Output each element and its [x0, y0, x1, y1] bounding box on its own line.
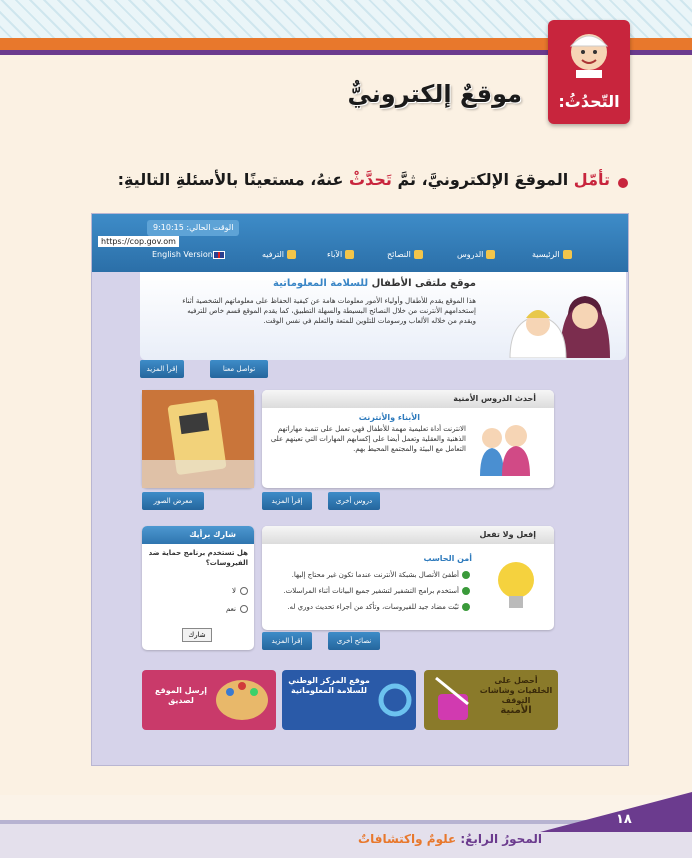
radio-yes[interactable] — [240, 605, 248, 613]
poll-question: هل تستخدم برنامج حماية ضد الفيروسات؟ — [148, 549, 248, 567]
tile-national-center-text: موقع المركز الوطني للسلامة المعلوماتية — [288, 676, 370, 695]
lesson-title-link[interactable]: الأبناء والأنترنت — [358, 413, 420, 422]
hero-title: موقع ملتقى الأطفال للسلامة المعلوماتية — [273, 278, 476, 289]
page-number: ١٨ — [616, 812, 632, 827]
url-label: https://cop.gov.om — [98, 236, 179, 247]
do-title: أمن الحاسب — [423, 554, 472, 563]
nav-tips[interactable]: النصائح — [387, 250, 423, 259]
bullet-dot — [618, 178, 628, 188]
nav-entertainment[interactable]: الترفيه — [262, 250, 296, 259]
lessons-panel-header: أحدث الدروس الأمنية — [262, 390, 554, 408]
tips-more-button[interactable]: إقرأ المزيد — [262, 632, 312, 650]
entertainment-icon — [287, 250, 296, 259]
nav-parents[interactable]: الآباء — [327, 250, 354, 259]
home-icon — [563, 250, 572, 259]
poll-option-no[interactable]: لا — [148, 586, 248, 596]
tile-national-center[interactable] — [282, 670, 416, 730]
nav-home[interactable]: الرئيسية — [532, 250, 572, 259]
clock-value: 9:10:15 — [153, 223, 184, 232]
section-label: التّحدُثُ: — [558, 92, 620, 111]
gallery-photo-icon — [142, 390, 254, 488]
gallery-panel — [142, 390, 254, 488]
radio-no[interactable] — [240, 587, 248, 595]
tile-wallpapers[interactable] — [424, 670, 558, 730]
footer-text: المحورُ الرابعُ: علومٌ واكتشافاتٌ — [358, 832, 542, 846]
lesson-text: الانترنت أداة تعليمية مهمة للأطفال فهي تعمل على تنمية مهاراتهم الذهنية والعقلية وتعمل أيضا على إكسابهم المهارات التي تعينهم على التعامل مع البيئة والمجتمع المحيط بهم. — [270, 425, 466, 453]
do-item-3: ثبّت مضاد جيد للفيروسات، وتأكد من أجراء تحديث دوري له. — [270, 602, 470, 612]
parents-icon — [345, 250, 354, 259]
tile-wallpapers-text: أحصل على الخلفيات وشاشات التوقف الأمنية — [479, 676, 553, 716]
instruction-part1: الموقعَ الإلكترونيَّ، ثمَّ — [391, 170, 574, 189]
shield-check-icon — [462, 571, 470, 579]
nav-lessons[interactable]: الدروس — [457, 250, 495, 259]
nav-english[interactable]: English Version — [152, 250, 228, 259]
lesson-title: موقعٌ إلكترونيٌّ — [347, 80, 522, 108]
shield-check-icon — [462, 603, 470, 611]
site-nav — [92, 244, 629, 270]
other-lessons-button[interactable]: دروس أخرى — [328, 492, 380, 510]
poll-option-yes[interactable]: نعم — [148, 604, 248, 614]
other-tips-button[interactable]: نصائح أخرى — [328, 632, 380, 650]
boy-mascot-icon — [566, 28, 612, 78]
palette-icon — [212, 674, 272, 726]
poll-header: شارك برأيك — [142, 526, 254, 544]
instruction-verb: تَحدَّثْ — [349, 170, 392, 189]
clock — [147, 220, 239, 236]
kids-illustration-icon — [490, 276, 620, 358]
gallery-button[interactable]: معرض الصور — [142, 492, 204, 510]
instruction-text — [90, 170, 610, 189]
family-illustration-icon — [472, 418, 536, 476]
lessons-more-button[interactable]: إقرأ المزيد — [262, 492, 312, 510]
do-dont-header: إفعل ولا تفعل — [262, 526, 554, 544]
clock-label: الوقت الحالي: — [186, 223, 234, 232]
hero-text: هذا الموقع يقدم للأطفال وأولياء الأمور معلومات هامة عن كيفية الحفاظ على معلوماتهم الشخصية أثناء إستخدامهم الأنترنت من خلال النصائح البسيطة والسهلة التطبيق، كما يقدم الموقع قسم خاص للترفيه ويقدم من خلاله الألعاب ورسومات للتلوين للمتعة والتعلم في نفس الوقت. — [182, 297, 476, 325]
do-item-2: أستخدم برامج التشفير لتشفير جميع البيانات أثناء المراسلات. — [270, 586, 470, 596]
uk-flag-icon — [213, 251, 225, 259]
tile-send-friend-text: إرسل الموقع لصديق — [155, 686, 207, 705]
website-screenshot — [91, 213, 629, 766]
lightbulb-icon — [488, 556, 544, 618]
instruction-lead: تأمّل — [573, 170, 610, 189]
contact-button[interactable]: تواصل معنا — [210, 360, 268, 378]
center-logo-icon — [378, 678, 412, 722]
poll-submit-button[interactable]: شارك — [182, 628, 212, 642]
hero-banner — [140, 272, 626, 360]
lessons-icon — [486, 250, 495, 259]
do-item-1: أطفئ الأتصال بشبكة الأنترنت عندما تكون غير محتاج إليها. — [270, 570, 470, 580]
tips-icon — [414, 250, 423, 259]
more-button[interactable]: إقرأ المزيد — [140, 360, 184, 378]
tile-send-friend[interactable] — [142, 670, 276, 730]
magic-wand-icon — [428, 674, 476, 726]
shield-check-icon — [462, 587, 470, 595]
instruction-part2: عنهُ، مستعينًا بالأسئلةِ التاليةِ: — [117, 170, 350, 189]
section-badge — [548, 20, 630, 124]
